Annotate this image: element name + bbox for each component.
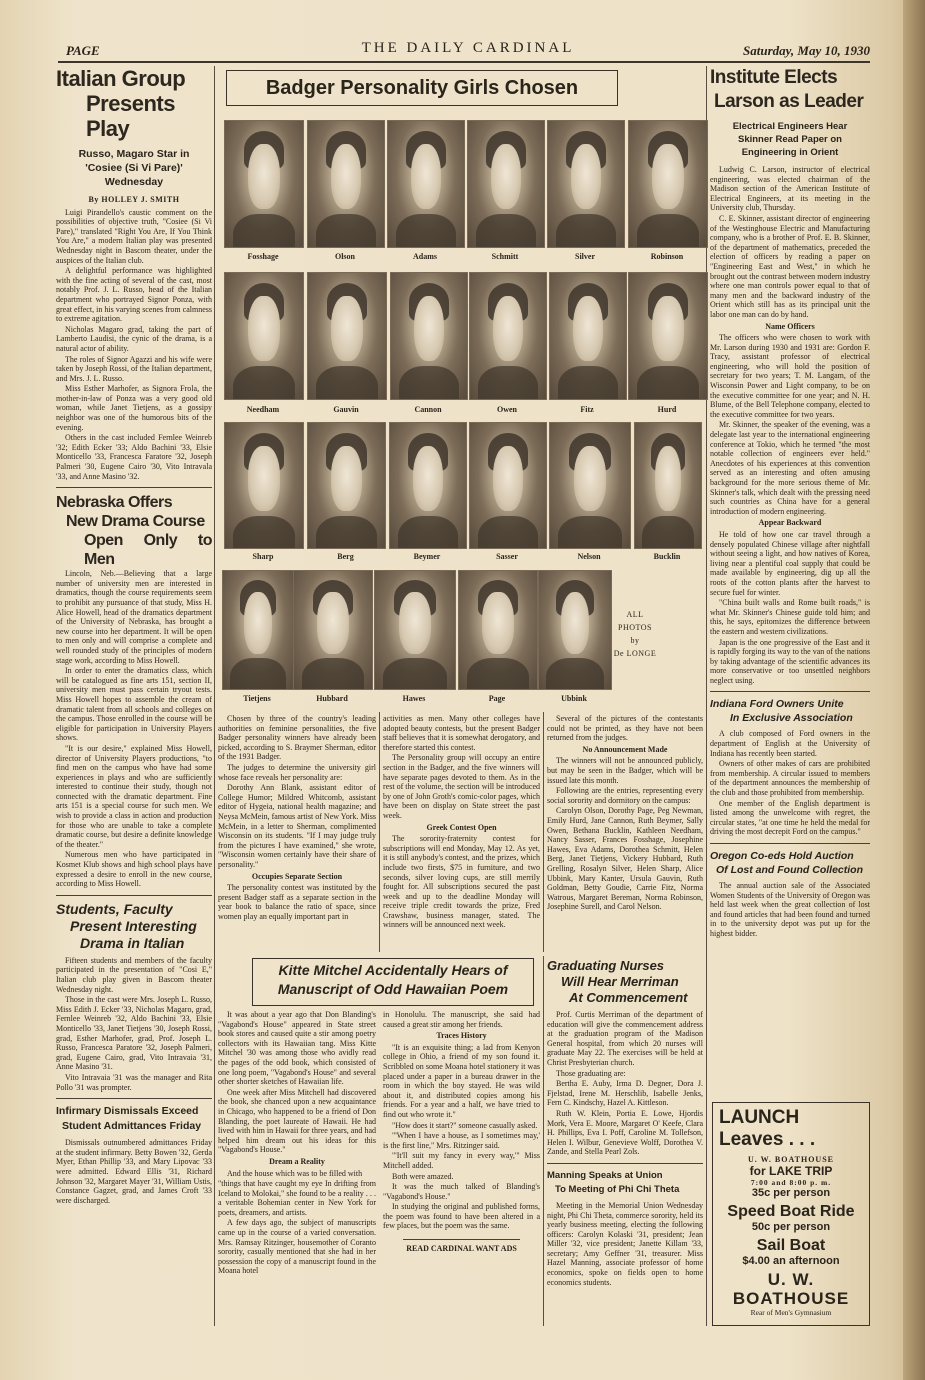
article-paragraph: A few days ago, the subject of manuscripts came up in the course of a varied conversation. Mrs. Ramsay Ritzinger, housemother of Coranto sorority, casually mentioned that she had in her possession the copy of a manuscript found in the Moana hotel: [218, 1218, 376, 1276]
portrait-body: [556, 214, 617, 248]
portrait-caption: Cannon: [414, 405, 442, 414]
article-paragraph: Others in the cast included Fernlee Weinreb '32; Edith Ecker '33; Aldo Bachini '33, Elsie Monticello '33, Francesca Faratore '32, Joseph Palmeri '30, Eugene Cairo '30, Vito Intravala '33, and Anne Masino '32.: [56, 433, 212, 481]
portrait-caption: Tietjens: [243, 694, 271, 703]
portrait-caption: Olson: [334, 252, 355, 261]
article-paragraph: "'When I have a house, as I sometimes may,' is the first line," Mrs. Ritzinger said.: [383, 1131, 540, 1150]
portrait-body: [558, 366, 619, 400]
ad-price-2: 50c per person: [751, 1221, 831, 1233]
article-paragraph: A delightful performance was highlighted with the fine acting of several of the cast, most notably Prof. J. L. Russo, head of the Italian department who portrayed Signor Ponza, with great effect, in his varying scenes from calmness to extreme agitation.: [56, 266, 212, 324]
portrait-face: [493, 446, 523, 511]
article-paragraph: Chosen by three of the country's leading authorities on feminine personalities, the five Badger personality winners have already been picked, according to S. Braymer Sherman, editor of the 1931 Badger.: [218, 714, 376, 762]
article-paragraph: Luigi Pirandello's caustic comment on the possibilities of objective truth, "Cosiee (Si Vi Pare)," translated "Right You Are, If You Think You Are," a modern Italian play was presented Wednesday night in Bascom theater, under the auspices of the Italian club.: [56, 207, 212, 265]
portrait-photo: [628, 272, 708, 400]
portrait-body: [558, 516, 622, 550]
portrait-photo: [387, 120, 465, 248]
article-paragraph: "It is an exquisite thing; a lad from Kenyon college in Ohio, a friend of my son found it. Scribbled on some Moana hotel stationery it was placed under a paper in a bureau drawer in the room in which the boy stayed. He was wild about it, and distributed copies among his friends. For a year and a half, we have tried to find out who wrote it.": [383, 1042, 540, 1119]
ad-leaves: Leaves . . .: [719, 1129, 816, 1150]
article-paragraph: He told of how one car travel through a densely populated Chinese village after nightfall without seeing a light, and how natives of Korea, living near a plentiful coal supply that could be made available by engineering, dig up all the roots of the cotton plants after the harvest to secure fuel for winter.: [710, 529, 870, 597]
article-paragraph: C. E. Skinner, assistant director of engineering of the Westinghouse Electric and Manufacturing company, who is a brother of Prof. E. B. Skinner, of the department of mathematics, preceded the election of officers by reading a paper on "Engineering East and West," in which he brought out the contrast between modern industry where one man controls power equal to that of many men and the backward industry of the Orient which still has as its principal unit the labor one man can do by hand.: [710, 213, 870, 319]
page-label: PAGE: [66, 43, 100, 58]
portrait-photo: [307, 272, 387, 400]
article-separator: [56, 895, 212, 896]
article-paragraph: "things that have caught my eye In drifting from Iceland to Molokai," she found to be a reality . . . a veritable Bohemian center in New York for poets, dreamers, and artists.: [218, 1179, 376, 1217]
article-paragraph: "It is our desire," explained Miss Howell, director of University Players productions, "to find men on the campus who have had some experiences in plays and who are sufficiently interested to continue their study, though not connected with the dramatic department. Fine arts 151 is a special course for such men. We wish to provide a class in action and production for those who are unable to take a complete dramatic course, but desire a definite knowledge of the theater.": [56, 743, 212, 849]
column-divider: [543, 712, 544, 952]
portrait-face: [331, 144, 361, 210]
portrait-face: [248, 144, 279, 210]
kitte-article-col-2: [383, 1010, 540, 1328]
portrait-caption: Needham: [246, 405, 280, 414]
portrait-photo: [628, 120, 708, 248]
italian-group-headline: Italian Group Presents Play: [56, 66, 186, 141]
portrait-body: [546, 658, 604, 690]
portrait-caption: Owen: [497, 405, 517, 414]
article-paragraph: Mr. Skinner, the speaker of the evening, was a delegate last year to the international engineering conference at Tokio, which he termed "the most notable collection of engineers ever held." Anecdotes of his experiences at this convention served as an interesting and often amusing background for the more serious theme of Mr. Skinner's talk, which dealt with the pressing need such countries as China have for a general introduction of modern engineering.: [710, 420, 870, 516]
article-paragraph: And the house which was to be filled with: [227, 1168, 363, 1178]
badger-article-col-1: [218, 714, 376, 950]
ad-times: 7:00 and 8:00 p. m.: [750, 1178, 832, 1187]
portrait-body: [383, 658, 447, 690]
ad-lake-trip: for LAKE TRIP: [749, 1164, 833, 1178]
portrait-photo: [458, 570, 538, 690]
ad-speed-boat: Speed Boat Ride: [727, 1203, 855, 1220]
portrait-body: [642, 516, 695, 550]
article-paragraph: Those in the cast were Mrs. Joseph L. Russo, Miss Edith J. Ecker '33, Nicholas Magaro, grad, Fernlee Weinreb '32, Aldo Bachini '33, Elsie Monticello '33, Janet Tietjens '30, Joseph Rossi, grad, Esther Marhofer, grad, Prof. Joseph L. Russo, Francesca Paratore '32, Joseph Palmeri, grad, Eugene Cairo, grad, Vito Intravaia '31, Anne Masino '31.: [56, 995, 212, 1072]
portrait-body: [637, 366, 699, 400]
article-separator: [56, 487, 212, 488]
article-paragraph: The sorority-fraternity contest for subscriptions will end Monday, May 12. As yet, it is still anybody's contest, and the prizes, which include two firsts, $75 in furniture, and two seconds, silver loving cups, are still merrily fought for. All subscriptions secured the past week and up to the deadline Monday will receive triple credit towards the prize, Fred Crawshaw, business manager, stated. The winners will be announced next week.: [383, 834, 540, 930]
badger-headline: Badger Personality Girls Chosen: [265, 77, 579, 99]
indiana-headline: Indiana Ford Owners Unite In Exclusive Association: [710, 698, 853, 725]
portrait-face: [411, 144, 441, 210]
portrait-photo: [547, 120, 625, 248]
portrait-caption: Silver: [575, 252, 595, 261]
ad-boathouse-big: BOATHOUSE: [732, 1289, 850, 1308]
article-paragraph: Owners of other makes of cars are prohibited from membership. A circular issued to members of the department announces the membership of the club and those prohibited from membership.: [710, 759, 870, 798]
portrait-body: [476, 214, 537, 248]
portrait-face: [331, 296, 362, 362]
graduating-headline: Graduating Nurses Will Hear Merriman At Commencement: [547, 958, 688, 1005]
column-divider: [214, 66, 215, 1326]
portrait-caption: Hubbard: [316, 694, 348, 703]
article-paragraph: Carolyn Olson, Dorothy Page, Peg Newman, Emily Hurd, Jane Cannon, Ruth Beymer, Sally Owen, Bethana Bucklin, Kathleen Needham, Nancy Sasser, Frances Fosshage, Josephine Hawes, Eva Adams, Dorothea Schmitt, Helen Berg, Janet Tietjens, Vickery Hubbard, Ruth Grelling, Rosalyn Silver, Helen Sharp, Alice Ubbink, Mary Kanter, Ursula Gauvin, Ruth Goldman, Betty Goudie, Carrie Fitz, Norma Watrous, Margaret Bereman, Norma Robinson, Josephine Surell, and Carol Nelson.: [547, 806, 703, 912]
portrait-face: [248, 296, 279, 362]
portrait-photo: [222, 570, 294, 690]
portrait-body: [467, 658, 529, 690]
article-paragraph: Dorothy Ann Blank, assistant editor of College Humor; Mildred Whitcomb, assistant editor of Hygeia, national health magazine; and Neysa McMein, famous artist of New York. Miss McMein, in a letter to Sherman, complimented Wisconsin on its students. "If I may judge truly from the pictures I have examined," she wrote, "Wisconsin women certainly have their share of personality.": [218, 783, 376, 869]
portrait-face: [652, 296, 683, 362]
paper-name: THE DAILY CARDINAL: [361, 40, 575, 56]
portrait-body: [478, 366, 539, 400]
badger-article-col-3: [547, 714, 703, 950]
article-paragraph: Ludwig C. Larson, instructor of electrical engineering, was elected chairman of the Madison section of the American Institute of Electrical Engineers, at its meeting in the University club, Thursday.: [710, 165, 870, 213]
portrait-photo: [374, 570, 456, 690]
portrait-caption: Hurd: [657, 405, 677, 414]
article-paragraph: The Personality group will occupy an entire section in the Badger, and the five winners will have separate pages devoted to them. As in the rest of the volume, the section will be introduced by one of John Groth's comic-color pages, which have been on display on State street the past week.: [383, 753, 540, 820]
article-paragraph: in Honolulu. The manuscript, she said had caused a great stir among her friends.: [383, 1010, 540, 1029]
article-paragraph: The roles of Signor Agazzi and his wife were taken by Joseph Rossi, of the Italian department, and Mrs. J. L. Russo.: [56, 354, 212, 383]
portrait-face: [482, 592, 513, 653]
center-right-column: [547, 956, 703, 1328]
portrait-face: [571, 144, 601, 210]
column-divider: [706, 66, 707, 1326]
portrait-body: [316, 516, 378, 550]
article-paragraph: A club composed of Ford owners in the department of English at the University of Indiana has recently been started.: [710, 729, 870, 758]
article-paragraph: It was the much talked of Blanding's "Vagabond's House.": [383, 1182, 540, 1201]
portrait-face: [244, 592, 272, 653]
portrait-body: [316, 214, 377, 248]
article-paragraph: "How does it start?" someone casually asked.: [392, 1120, 538, 1130]
badger-article-col-2: [383, 714, 540, 950]
adjacent-page-edge: [903, 0, 925, 1380]
ad-sail-boat: Sail Boat: [756, 1237, 826, 1254]
photo-credit: ALL PHOTOS by De LONGE: [613, 610, 657, 658]
portrait-photo: [549, 422, 631, 549]
portrait-photo: [634, 422, 702, 549]
portrait-photo: [467, 120, 545, 248]
portrait-photo: [307, 422, 386, 549]
masthead: [66, 40, 870, 60]
manning-headline: Manning Speaks at Union To Meeting of Phi Chi Theta: [547, 1169, 680, 1195]
infirmary-headline: Infirmary Dismissals Exceed Student Admittances Friday: [56, 1105, 202, 1133]
article-paragraph: activities as men. Many other colleges have adopted beauty contests, but the present Badger staff believes that it is somewhat derogatory, and therefore started this contest.: [383, 714, 540, 752]
portrait-photo: [469, 272, 547, 400]
portrait-face: [652, 144, 683, 210]
portrait-caption: Ubbink: [561, 694, 587, 703]
article-paragraph: Japan is the one progressive of the East and it is rapidly forging its way to the van of the nations by taking advantage of the scientific advances its more conservative or too unsettled neighbors neglect using.: [710, 637, 870, 685]
portrait-caption: Hawes: [402, 694, 426, 703]
portrait-body: [233, 366, 295, 400]
column-divider: [379, 712, 380, 952]
portrait-photo: [390, 272, 468, 400]
byline: By HOLLEY J. SMITH: [88, 195, 180, 204]
kitte-article-col-1: [218, 1010, 376, 1328]
portrait-face: [655, 446, 681, 511]
portrait-body: [230, 658, 286, 690]
subhead: Greek Contest Open: [426, 822, 497, 832]
portrait-photo: [538, 570, 612, 690]
portrait-face: [493, 296, 523, 362]
subhead: No Announcement Made: [582, 744, 668, 754]
article-paragraph: Ruth W. Klein, Portia E. Lowe, Hjordis Mork, Vera E. Moore, Margaret O' Keefe, Clara H. Phillips, Eva I. Poff, Caroline M. Tollefson, Helen I. Wilbur, Genevieve Wolff, Dorothea V. Zande, and Stella Pearl Zols.: [547, 1108, 703, 1157]
portrait-body: [302, 658, 364, 690]
article-paragraph: Vito Intravaia '31 was the manager and Rita Pollo '31 was prompter.: [56, 1072, 212, 1092]
article-paragraph: "'It'll suit my fancy in every way,'" Miss Mitchell added.: [383, 1151, 540, 1170]
right-column: [710, 66, 870, 1096]
portrait-caption: Fosshage: [247, 252, 279, 261]
portrait-face: [573, 296, 603, 362]
subhead: Traces History: [436, 1031, 487, 1041]
portrait-face: [399, 592, 431, 653]
portrait-caption: Page: [488, 694, 506, 703]
issue-date: Saturday, May 10, 1930: [743, 43, 870, 58]
article-paragraph: In order to enter the dramatics class, which will be catalogued as fine arts 151, section II, university men must pass certain tryout tests. Miss Howell hopes to assemble the cream of dramatic talent from all schools and colleges on the campus. Those enrolled in the course will be eligible for participation in University Players shows.: [56, 666, 212, 743]
boathouse-advertisement: [712, 1102, 870, 1326]
article-paragraph: The judges to determine the university girl whose face reveals her personality are:: [218, 762, 376, 782]
ad-launch: LAUNCH: [719, 1107, 800, 1128]
article-paragraph: "China built walls and Rome built roads," is what Mr. Skinner's Chinese guide told him; and this, he says, epitomizes the difference between the eastern and western civilizations.: [710, 598, 870, 636]
portrait-photo: [307, 120, 385, 248]
portrait-photo: [224, 422, 304, 549]
portrait-body: [637, 214, 699, 248]
article-paragraph: Prof. Curtis Merriman of the department of education will give the commencement address at the graduation program of the Madison General hospital, from which 20 nurses will graduate May 22. The exercises will be held at Christ Presbyterian church.: [547, 1010, 703, 1067]
masthead-rule: [58, 61, 870, 63]
article-paragraph: It was about a year ago that Don Blanding's "Vagabond's House" appeared in State street book stores and caused quite a stir among poetry collectors with its Hawaiian tang. Miss Kitte Mitchel '30 was among those who avidly read the pages of the odd book, which consisted of one long poem, "Vagabond's House" and several other shorter sketches of Hawaiian life.: [218, 1010, 376, 1087]
portrait-photo: [224, 272, 304, 400]
ad-price-1: 35c per person: [751, 1187, 831, 1199]
ad-boathouse-small: U. W. BOATHOUSE: [748, 1155, 834, 1164]
article-paragraph: The officers who were chosen to work with Mr. Larson during 1930 and 1931 are: Gordon F. Tracy, assistant professor of electrical engineering, who will hold the position of secretary for two years; T. M. Langam, of the Wisconsin Power and Light company, to be on the executive committee for one year; and N. H. Blume, of the Bell Telephone company, elected to the executive committee for two years.: [710, 333, 870, 419]
subhead: Name Officers: [765, 321, 815, 331]
portrait-body: [398, 516, 459, 550]
portrait-caption: Schmitt: [491, 252, 519, 261]
left-column: [56, 66, 212, 1330]
portrait-caption: Beymer: [413, 552, 441, 561]
badger-headline-box: [226, 70, 618, 106]
want-ads-line: READ CARDINAL WANT ADS: [406, 1244, 517, 1254]
portrait-face: [331, 446, 362, 511]
portrait-caption: Gauvin: [333, 405, 359, 414]
portrait-body: [396, 214, 457, 248]
portrait-caption: Adams: [412, 252, 437, 261]
portrait-photo: [549, 272, 627, 400]
article-paragraph: The annual auction sale of the Associated Women Students of the University of Oregon was held last week when the great collection of lost and found articles that had been found and turned in to the university depot was put up for the highest bidder.: [710, 881, 870, 938]
article-paragraph: One member of the English department is listed among the unwelcome with regret, the circular states, "at one time he held the medal for driving the most decrepit Ford on the campus.": [710, 798, 870, 837]
institute-deck: Electrical Engineers Hear Skinner Read Paper on Engineering in Orient: [732, 121, 848, 158]
kitte-headline-box: Kitte Mitchel Accidentally Hears of Manuscript of Odd Hawaiian Poem: [252, 958, 534, 1006]
portrait-caption: Robinson: [650, 252, 684, 261]
article-paragraph: One week after Miss Mitchell had discovered the book, she chanced upon a new acquaintance in Chicago, who happened to be a friend of Don Blanding, the poet laureate of Hawaii. He had lived with him in Hawaii for three years, and had helped him dream out his ideas for this "Vagabond's House.": [218, 1087, 376, 1155]
portrait-body: [478, 516, 539, 550]
ad-price-3: $4.00 an afternoon: [742, 1255, 840, 1267]
article-paragraph: Nicholas Magaro grad, taking the part of Lamberto Laudisi, the cynic of the drama, is a natural actor of ability.: [56, 324, 212, 353]
article-paragraph: Fifteen students and members of the faculty participated in the presentation of "Cosi E," Italian club play given in Bascom theater Wednesday night.: [56, 955, 212, 994]
portrait-body: [399, 366, 460, 400]
article-paragraph: The winners will not be announced publicly, but may be seen in the Badger, which will be issued late this month.: [547, 756, 703, 785]
portrait-body: [233, 516, 295, 550]
portrait-body: [316, 366, 378, 400]
article-paragraph: Numerous men who have participated in Kosmet Klub shows and high school plays have expressed a desire to enroll in the new course, according to Miss Howell.: [56, 850, 212, 889]
subhead: Dream a Reality: [269, 1156, 325, 1166]
ad-location: Rear of Men's Gymnasium: [750, 1308, 832, 1317]
ad-uw: U. W.: [767, 1270, 815, 1289]
article-paragraph: Those graduating are:: [556, 1068, 626, 1078]
portrait-photo: [469, 422, 547, 549]
subhead: Appear Backward: [758, 518, 822, 528]
column-divider: [543, 956, 544, 1326]
institute-headline: Institute Elects Larson as Leader: [710, 67, 864, 112]
article-separator: [403, 1239, 520, 1240]
article-separator: [710, 691, 870, 692]
portrait-caption: Fitz: [580, 405, 594, 414]
article-paragraph: Lincoln, Neb.—Believing that a large number of university men are interested in dramatics, though the course requirements seem to prohibit any pursuance of that study, Miss H. Alice Howell, head of the dramatics department of the University of Nebraska, has brought a new course into her department. It will be open to men only and will comprise a complete and well rounded study of the principles of modern stage work, according to Miss Howell.: [56, 569, 212, 665]
portrait-caption: Sharp: [252, 552, 274, 561]
portrait-caption: Bucklin: [653, 552, 681, 561]
article-separator: [547, 1163, 703, 1164]
portrait-face: [414, 296, 444, 362]
students-faculty-headline: Students, Faculty Present Interesting Drama in Italian: [56, 900, 197, 951]
article-paragraph: Following are the entries, representing every social sorority and dormitory on the campus:: [547, 786, 703, 805]
italian-group-deck: Russo, Magaro Star in 'Cosiee (Si Vi Pare)' Wednesday: [78, 148, 190, 188]
portrait-face: [491, 144, 521, 210]
article-paragraph: Both were amazed.: [392, 1171, 454, 1181]
portrait-caption: Sasser: [496, 552, 518, 561]
portrait-face: [561, 592, 590, 653]
article-paragraph: Meeting in the Memorial Union Wednesday night, Phi Chi Theta, commerce sorority, held its yearly business meeting, electing the following officers: Carolyn Kolaski '31, president; Jean Miller '32, vice president; Janette Killam '33, secretary; Amy Geffner '31, treasurer. Miss Hazel Manning, associate professor of home economics, spoke on fields open to home economics students.: [547, 1200, 703, 1287]
article-separator: [56, 1098, 212, 1099]
subhead: Occupies Separate Section: [251, 871, 343, 881]
portrait-face: [248, 446, 279, 511]
article-separator: [710, 843, 870, 844]
portrait-body: [233, 214, 295, 248]
portrait-photo: [293, 570, 373, 690]
portrait-photo: [389, 422, 467, 549]
article-paragraph: In studying the original and published forms, the poem was found to have been altered in a few places, but the poem was the same.: [383, 1202, 540, 1231]
article-paragraph: Miss Esther Marhofer, as Signora Frola, the mother-in-law of Ponza was a very good old woman, while Janet Tietjens, as a gossipy neighbor was one of the humorous bits of the evening.: [56, 384, 212, 432]
portrait-face: [574, 446, 606, 511]
portrait-caption: Berg: [337, 552, 354, 561]
article-paragraph: Dismissals outnumbered admittances Friday at the student infirmary. Betty Bowen '32, Gerda Myer, Ethan Phillip '33, and Mary Lipovac '33 were admitted. Edward Ellis '31, Richard Johnson '32, Margaret Mayer '31, William Ustis, Constance Gagzet, grad, and James Croft '33 were discharged.: [56, 1138, 212, 1205]
portrait-caption: Nelson: [577, 552, 601, 561]
article-paragraph: The personality contest was instituted by the present Badger staff as a separate section in the year book to balance the ratio of space, since women play an equally important part in: [218, 883, 376, 921]
oregon-headline: Oregon Co-eds Hold Auction Of Lost and Found Collection: [710, 850, 863, 876]
portrait-face: [413, 446, 443, 511]
nebraska-headline: Nebraska Offers New Drama Course Open Only to Men: [56, 494, 212, 569]
portrait-face: [317, 592, 348, 653]
portrait-photo: [224, 120, 304, 248]
article-paragraph: Several of the pictures of the contestants could not be printed, as they have not been returned from the judges.: [547, 714, 703, 743]
article-paragraph: Bertha E. Auby, Irma D. Degner, Dora J. Fjelstad, Irene M. Herschlib, Isabelle Jenks, Fern C. Kindschy, Hazel A. Kittleson.: [547, 1079, 703, 1108]
